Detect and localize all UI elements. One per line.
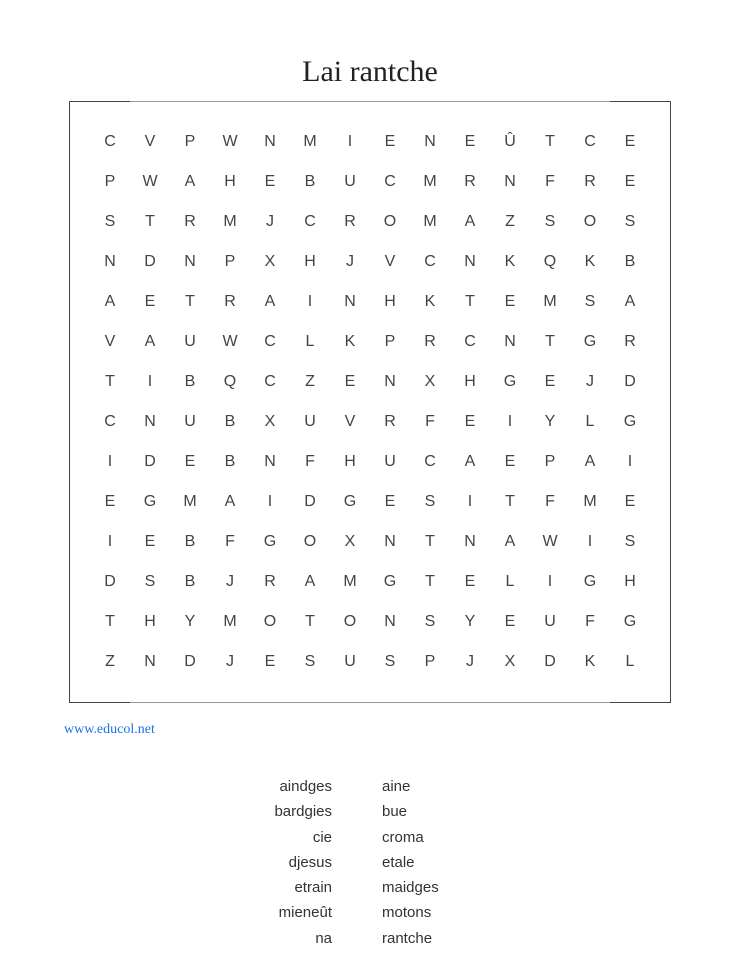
grid-letter[interactable]: I: [147, 373, 153, 390]
grid-letter[interactable]: Q: [223, 373, 237, 390]
grid-letter[interactable]: E: [464, 573, 476, 590]
grid-letter[interactable]: N: [264, 133, 276, 150]
grid-letter[interactable]: S: [624, 533, 636, 550]
grid-letter[interactable]: D: [184, 653, 196, 670]
grid-letter[interactable]: M: [343, 573, 357, 590]
grid-letter[interactable]: T: [425, 573, 435, 590]
grid-letter[interactable]: T: [545, 333, 555, 350]
grid-letter[interactable]: M: [183, 493, 197, 510]
grid-letter[interactable]: G: [503, 373, 517, 390]
grid-letter[interactable]: J: [586, 373, 594, 390]
grid-letter[interactable]: P: [544, 453, 556, 470]
word-list-left-column: [212, 774, 332, 951]
grid-letter[interactable]: R: [424, 333, 436, 350]
grid-letter[interactable]: U: [304, 413, 316, 430]
grid-letter[interactable]: J: [466, 653, 474, 670]
grid-letter[interactable]: N: [264, 453, 276, 470]
grid-letter[interactable]: R: [464, 173, 476, 190]
grid-letter[interactable]: H: [144, 613, 156, 630]
grid-letter[interactable]: U: [184, 413, 196, 430]
frame-top-line: [130, 101, 610, 102]
grid-letter[interactable]: D: [624, 373, 636, 390]
grid-letter[interactable]: C: [304, 213, 316, 230]
grid-letter[interactable]: H: [624, 573, 636, 590]
grid-letter[interactable]: I: [347, 133, 353, 150]
grid-letter[interactable]: O: [343, 613, 357, 630]
grid-letter[interactable]: R: [384, 413, 396, 430]
grid-letter[interactable]: Y: [544, 413, 556, 430]
grid-letter[interactable]: D: [104, 573, 116, 590]
grid-letter[interactable]: H: [224, 173, 236, 190]
grid-letter[interactable]: A: [144, 333, 156, 350]
grid-letter[interactable]: I: [507, 413, 513, 430]
grid-letter[interactable]: J: [266, 213, 274, 230]
grid-letter[interactable]: I: [107, 533, 113, 550]
word-search-grid: [90, 122, 650, 682]
grid-letter[interactable]: W: [542, 533, 558, 550]
grid-letter[interactable]: M: [303, 133, 317, 150]
grid-letter[interactable]: S: [544, 213, 556, 230]
grid-letter[interactable]: L: [505, 573, 515, 590]
grid-letter[interactable]: A: [464, 453, 476, 470]
grid-letter[interactable]: P: [424, 653, 436, 670]
grid-letter[interactable]: A: [464, 213, 476, 230]
grid-letter[interactable]: K: [584, 253, 596, 270]
grid-letter[interactable]: S: [424, 613, 436, 630]
grid-letter[interactable]: G: [623, 413, 637, 430]
grid-letter[interactable]: L: [585, 413, 595, 430]
grid-letter[interactable]: E: [144, 293, 156, 310]
grid-letter[interactable]: G: [343, 493, 357, 510]
grid-letter[interactable]: H: [304, 253, 316, 270]
grid-letter[interactable]: R: [224, 293, 236, 310]
grid-letter[interactable]: P: [184, 133, 196, 150]
grid-letter[interactable]: E: [384, 493, 396, 510]
grid-letter[interactable]: I: [547, 573, 553, 590]
grid-letter[interactable]: B: [224, 453, 236, 470]
word-list-item: na: [315, 929, 332, 947]
grid-letter[interactable]: K: [584, 653, 596, 670]
grid-letter[interactable]: S: [424, 493, 436, 510]
word-list-right-column: [382, 774, 522, 951]
word-list-item: etale: [382, 853, 415, 871]
grid-letter[interactable]: D: [544, 653, 556, 670]
grid-letter[interactable]: I: [307, 293, 313, 310]
grid-letter[interactable]: O: [383, 213, 397, 230]
grid-letter[interactable]: O: [263, 613, 277, 630]
grid-letter[interactable]: T: [425, 533, 435, 550]
grid-letter[interactable]: D: [144, 453, 156, 470]
grid-letter[interactable]: G: [623, 613, 637, 630]
grid-letter[interactable]: B: [224, 413, 236, 430]
grid-letter[interactable]: E: [464, 133, 476, 150]
grid-letter[interactable]: O: [583, 213, 597, 230]
grid-letter[interactable]: F: [305, 453, 315, 470]
grid-letter[interactable]: E: [544, 373, 556, 390]
grid-letter[interactable]: N: [344, 293, 356, 310]
grid-letter[interactable]: D: [304, 493, 316, 510]
grid-letter[interactable]: I: [587, 533, 593, 550]
grid-letter[interactable]: C: [264, 333, 276, 350]
grid-letter[interactable]: F: [545, 173, 555, 190]
grid-letter[interactable]: C: [584, 133, 596, 150]
grid-letter[interactable]: U: [544, 613, 556, 630]
grid-letter[interactable]: I: [107, 453, 113, 470]
grid-letter[interactable]: W: [222, 133, 238, 150]
grid-letter[interactable]: Z: [305, 373, 315, 390]
grid-letter[interactable]: F: [585, 613, 595, 630]
puzzle-title: Lai rantche: [302, 55, 438, 88]
word-list-item: cie: [312, 828, 332, 846]
grid-letter[interactable]: V: [104, 333, 116, 350]
grid-letter[interactable]: A: [584, 453, 596, 470]
grid-letter[interactable]: J: [226, 653, 234, 670]
grid-letter[interactable]: F: [545, 493, 555, 510]
grid-letter[interactable]: R: [584, 173, 596, 190]
grid-letter[interactable]: B: [184, 373, 196, 390]
grid-letter[interactable]: C: [264, 373, 276, 390]
grid-letter[interactable]: A: [624, 293, 636, 310]
grid-letter[interactable]: N: [144, 413, 156, 430]
grid-letter[interactable]: E: [504, 613, 516, 630]
grid-letter[interactable]: A: [264, 293, 276, 310]
grid-letter[interactable]: O: [303, 533, 317, 550]
grid-letter[interactable]: G: [583, 333, 597, 350]
frame-bottom-line: [130, 702, 610, 703]
grid-letter[interactable]: A: [504, 533, 516, 550]
grid-letter[interactable]: U: [344, 653, 356, 670]
grid-letter[interactable]: V: [344, 413, 356, 430]
word-list-item: aine: [382, 778, 411, 795]
grid-letter[interactable]: M: [423, 213, 437, 230]
grid-letter[interactable]: A: [104, 293, 116, 310]
grid-letter[interactable]: T: [105, 373, 115, 390]
grid-letter[interactable]: S: [304, 653, 316, 670]
grid-letter[interactable]: P: [224, 253, 236, 270]
grid-letter[interactable]: N: [464, 253, 476, 270]
grid-letter[interactable]: V: [144, 133, 156, 150]
grid-letter[interactable]: X: [344, 533, 356, 550]
grid-letter[interactable]: A: [184, 173, 196, 190]
grid-letter[interactable]: E: [624, 493, 636, 510]
grid-letter[interactable]: T: [505, 493, 515, 510]
grid-letter[interactable]: L: [625, 653, 635, 670]
grid-letter[interactable]: U: [344, 173, 356, 190]
grid-letter[interactable]: Z: [105, 653, 115, 670]
grid-letter[interactable]: X: [424, 373, 436, 390]
grid-letter[interactable]: K: [344, 333, 356, 350]
word-list-item: etrain: [294, 879, 332, 897]
word-list-item: mieneût: [278, 904, 332, 922]
word-list-item: rantche: [382, 929, 433, 947]
grid-letter[interactable]: D: [144, 253, 156, 270]
grid-letter[interactable]: M: [223, 213, 237, 230]
grid-letter[interactable]: T: [105, 613, 115, 630]
grid-letter[interactable]: J: [346, 253, 354, 270]
grid-letter[interactable]: C: [104, 133, 116, 150]
grid-letter[interactable]: M: [423, 173, 437, 190]
grid-letter[interactable]: E: [264, 173, 276, 190]
grid-letter[interactable]: G: [383, 573, 397, 590]
grid-letter[interactable]: Y: [464, 613, 476, 630]
grid-letter[interactable]: F: [225, 533, 235, 550]
grid-letter[interactable]: Z: [505, 213, 515, 230]
grid-letter[interactable]: H: [344, 453, 356, 470]
source-link[interactable]: www.educol.net: [64, 722, 155, 737]
grid-letter[interactable]: N: [104, 253, 116, 270]
word-list-item: bue: [382, 803, 408, 821]
grid-letter[interactable]: S: [384, 653, 396, 670]
grid-letter[interactable]: Q: [543, 253, 557, 270]
grid-letter[interactable]: R: [184, 213, 196, 230]
grid-letter[interactable]: S: [144, 573, 156, 590]
grid-letter[interactable]: P: [384, 333, 396, 350]
grid-letter[interactable]: M: [223, 613, 237, 630]
word-list-item: aindges: [279, 778, 332, 795]
grid-letter[interactable]: X: [264, 413, 276, 430]
grid-letter[interactable]: V: [384, 253, 396, 270]
grid-letter[interactable]: C: [384, 173, 396, 190]
grid-letter[interactable]: M: [543, 293, 557, 310]
grid-letter[interactable]: G: [583, 573, 597, 590]
grid-letter[interactable]: H: [464, 373, 476, 390]
grid-letter[interactable]: S: [104, 213, 116, 230]
grid-letter[interactable]: N: [384, 613, 396, 630]
grid-letter[interactable]: T: [545, 133, 555, 150]
word-search-grid-frame: [69, 101, 671, 703]
grid-letter[interactable]: C: [104, 413, 116, 430]
word-list-item: bardgies: [274, 803, 332, 821]
grid-letter[interactable]: T: [465, 293, 475, 310]
grid-letter[interactable]: N: [464, 533, 476, 550]
grid-letter[interactable]: N: [504, 173, 516, 190]
grid-letter[interactable]: E: [344, 373, 356, 390]
grid-letter[interactable]: E: [624, 133, 636, 150]
grid-letter[interactable]: N: [184, 253, 196, 270]
grid-letter[interactable]: B: [184, 573, 196, 590]
grid-letter[interactable]: W: [222, 333, 238, 350]
grid-letter[interactable]: B: [624, 253, 636, 270]
grid-letter[interactable]: E: [384, 133, 396, 150]
grid-letter[interactable]: U: [384, 453, 396, 470]
grid-letter[interactable]: E: [504, 453, 516, 470]
grid-letter[interactable]: N: [384, 533, 396, 550]
grid-letter[interactable]: E: [144, 533, 156, 550]
grid-letter[interactable]: F: [425, 413, 435, 430]
grid-letter[interactable]: C: [464, 333, 476, 350]
grid-letter[interactable]: E: [264, 653, 276, 670]
grid-letter[interactable]: E: [624, 173, 636, 190]
grid-letter[interactable]: P: [104, 173, 116, 190]
grid-letter[interactable]: X: [264, 253, 276, 270]
grid-letter[interactable]: A: [304, 573, 316, 590]
grid-letter[interactable]: X: [504, 653, 516, 670]
grid-letter[interactable]: S: [584, 293, 596, 310]
grid-letter[interactable]: E: [184, 453, 196, 470]
grid-letter[interactable]: I: [267, 493, 273, 510]
word-list-item: motons: [382, 904, 432, 922]
word-list-item: djesus: [288, 853, 332, 871]
grid-letter[interactable]: C: [424, 453, 436, 470]
grid-letter[interactable]: T: [185, 293, 195, 310]
grid-letter[interactable]: R: [264, 573, 276, 590]
grid-letter[interactable]: G: [263, 533, 277, 550]
grid-letter[interactable]: E: [104, 493, 116, 510]
grid-letter[interactable]: E: [504, 293, 516, 310]
grid-letter[interactable]: W: [142, 173, 158, 190]
grid-letter[interactable]: R: [344, 213, 356, 230]
word-list-item: croma: [382, 828, 424, 846]
grid-letter[interactable]: K: [504, 253, 516, 270]
grid-letter[interactable]: L: [305, 333, 315, 350]
grid-letter[interactable]: Û: [504, 133, 516, 150]
grid-letter[interactable]: U: [184, 333, 196, 350]
grid-letter[interactable]: M: [583, 493, 597, 510]
grid-letter[interactable]: B: [184, 533, 196, 550]
word-list-item: maidges: [382, 879, 439, 897]
grid-letter[interactable]: S: [624, 213, 636, 230]
grid-letter[interactable]: R: [624, 333, 636, 350]
grid-letter[interactable]: J: [226, 573, 234, 590]
grid-letter[interactable]: T: [145, 213, 155, 230]
grid-letter[interactable]: A: [224, 493, 236, 510]
grid-letter[interactable]: K: [424, 293, 436, 310]
grid-letter[interactable]: N: [144, 653, 156, 670]
grid-letter[interactable]: E: [464, 413, 476, 430]
grid-letter[interactable]: Y: [184, 613, 196, 630]
grid-letter[interactable]: N: [384, 373, 396, 390]
grid-letter[interactable]: N: [504, 333, 516, 350]
grid-letter[interactable]: H: [384, 293, 396, 310]
grid-letter[interactable]: B: [304, 173, 316, 190]
word-list: [0, 774, 740, 954]
grid-letter[interactable]: C: [424, 253, 436, 270]
grid-letter[interactable]: I: [467, 493, 473, 510]
grid-letter[interactable]: N: [424, 133, 436, 150]
grid-letter[interactable]: G: [143, 493, 157, 510]
grid-letter[interactable]: T: [305, 613, 315, 630]
grid-letter[interactable]: I: [627, 453, 633, 470]
